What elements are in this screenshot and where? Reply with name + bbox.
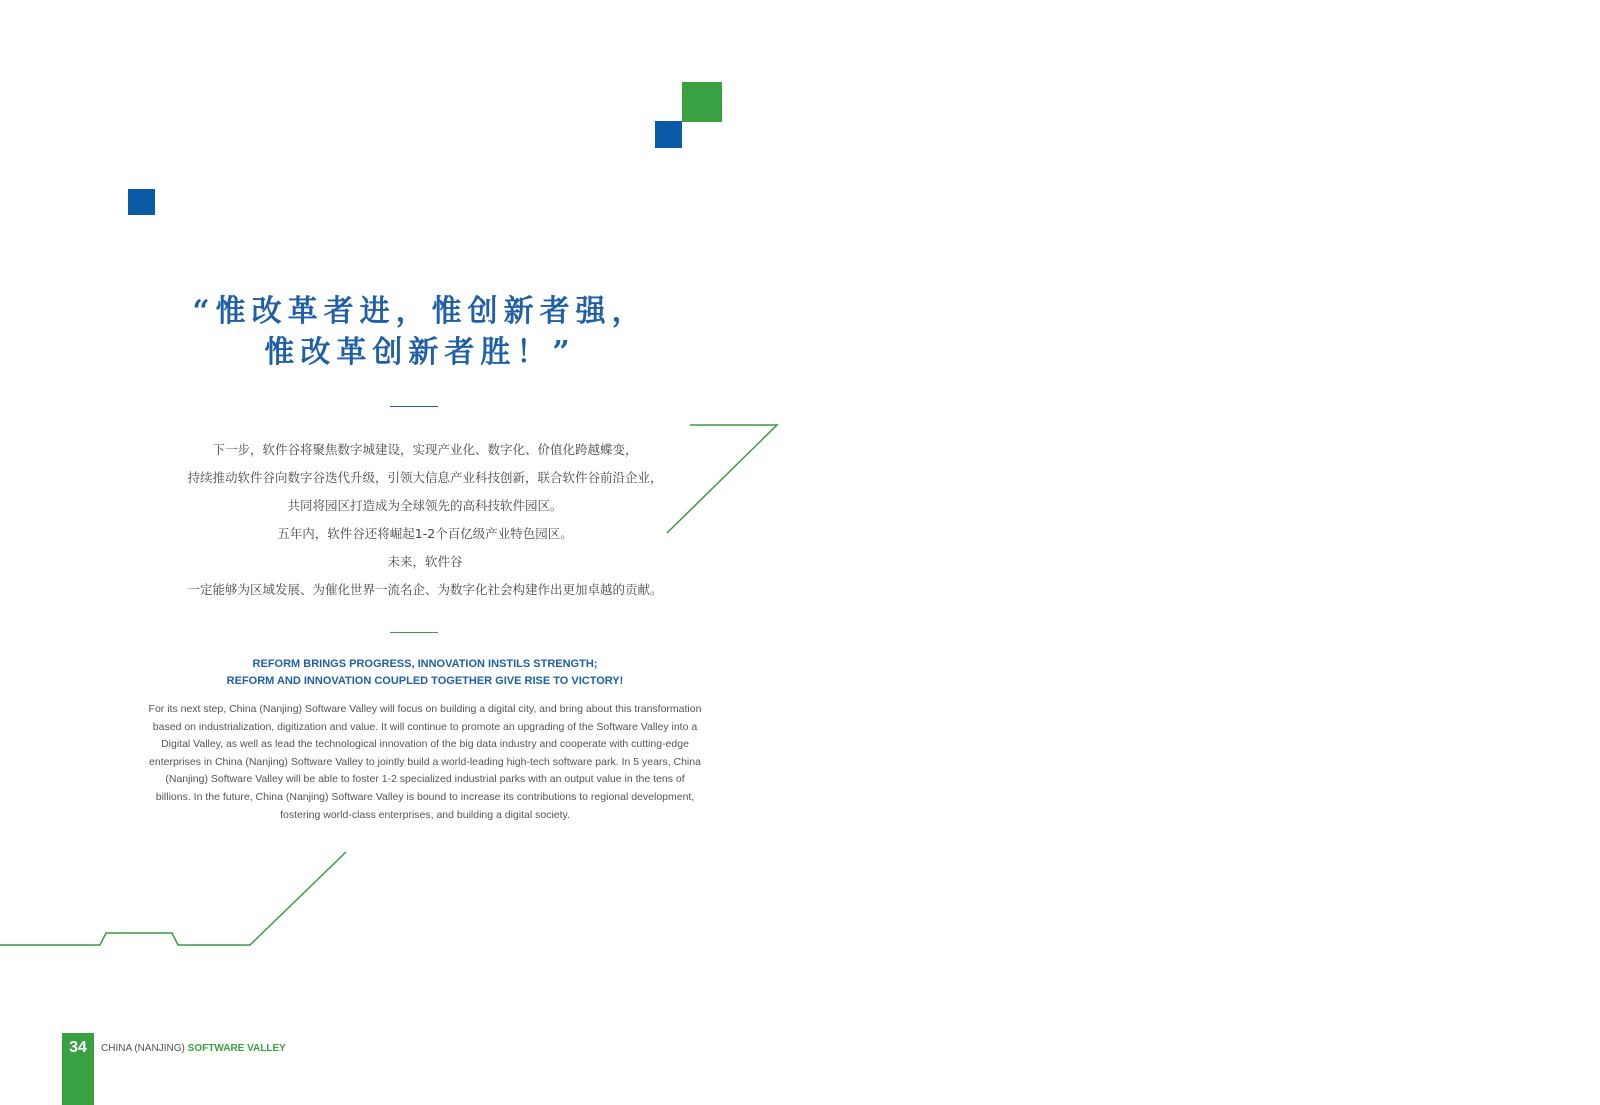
page-number: 34 (69, 1039, 87, 1056)
bottom-wave-line-decoration (0, 852, 346, 945)
english-body (128, 701, 722, 824)
chinese-body-line: 共同将园区打造成为全球领先的高科技软件园区。 (287, 498, 563, 513)
english-body-line: (Nanjing) Software Valley will be able to foster 1-2 specialized industrial parks with an output value in the tens of (165, 773, 685, 786)
english-heading-line-2: REFORM AND INNOVATION COUPLED TOGETHER GIVE RISE TO VICTORY! (226, 675, 624, 687)
english-body-line: fostering world-class enterprises, and building a digital society. (280, 808, 570, 821)
divider-green (390, 632, 438, 633)
quote-line-2: 惟改革创新者胜！” (264, 335, 576, 370)
chinese-body-line: 一定能够为区域发展、为催化世界一流名企、为数字化社会构建作出更加卓越的贡献。 (187, 582, 663, 597)
english-body-line: For its next step, China (Nanjing) Software Valley will focus on building a digital city, and bring about this transformation (148, 703, 702, 715)
footer-publication-label (101, 1043, 286, 1054)
english-heading-line-1: REFORM BRINGS PROGRESS, INNOVATION INSTILS STRENGTH; (252, 658, 598, 670)
chinese-body-line: 未来，软件谷 (387, 554, 463, 569)
quote-title (150, 291, 690, 373)
chinese-body-line: 持续推动软件谷向数字谷迭代升级，引领大信息产业科技创新，联合软件谷前沿企业， (187, 470, 663, 485)
footer-label-accent: SOFTWARE VALLEY (187, 1043, 286, 1054)
chinese-body-line: 下一步，软件谷将聚焦数字城建设，实现产业化、数字化、价值化跨越蝶变， (212, 442, 638, 457)
english-body-line: Digital Valley, as well as lead the technological innovation of the big data industry and cooperate with cutting-edge (161, 738, 689, 751)
divider-blue (390, 406, 438, 407)
english-body-line: billions. In the future, China (Nanjing) Software Valley is bound to increase its contributions to regional development, (155, 790, 695, 803)
footer-label-prefix: CHINA (NANJING) (101, 1043, 188, 1054)
chinese-body (120, 436, 730, 604)
english-body-line: enterprises in China (Nanjing) Software Valley to jointly build a world-leading high-tech software park. In 5 years, China (149, 755, 701, 768)
english-body-line: based on industrialization, digitization and value. It will continue to promote an upgrading of the Software Valley into a (152, 720, 698, 733)
english-heading (150, 656, 700, 690)
quote-line-1: “惟改革者进，惟创新者强， (192, 294, 648, 329)
chinese-body-line: 五年内，软件谷还将崛起1-2个百亿级产业特色园区。 (277, 526, 573, 541)
